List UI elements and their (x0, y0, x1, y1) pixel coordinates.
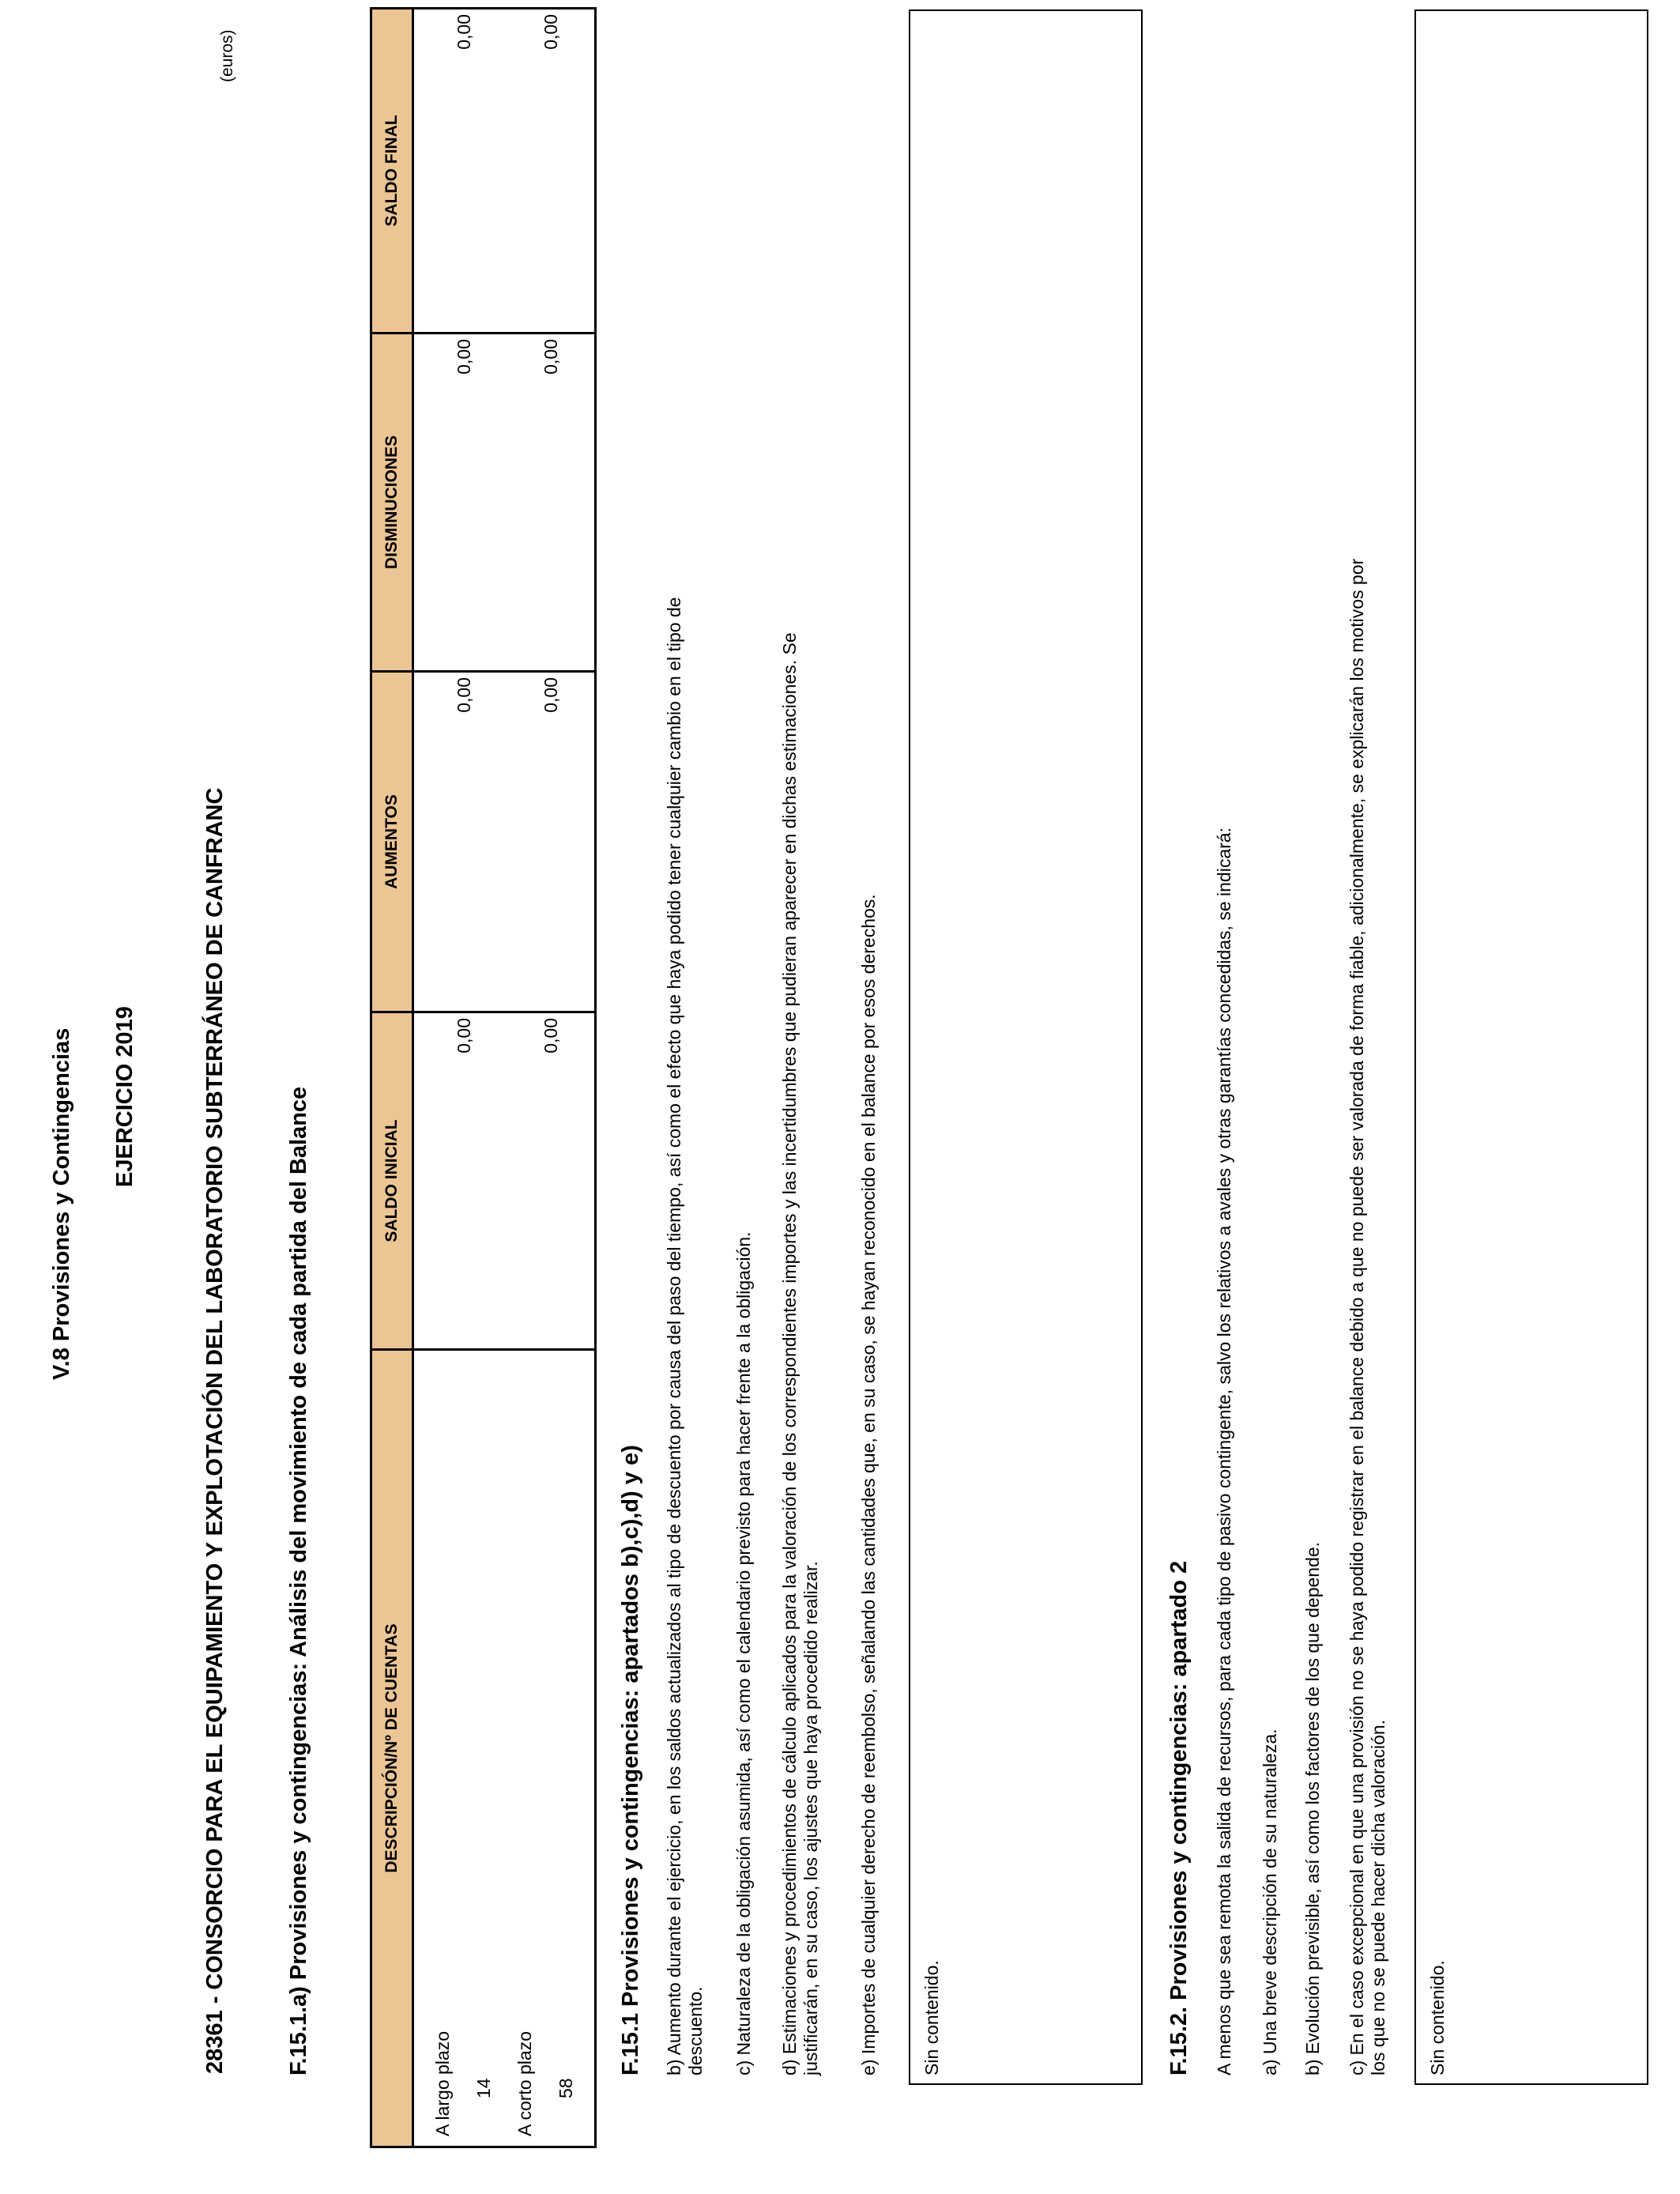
table-data-row (413, 9, 596, 2147)
col-header-saldo-inicial: SALDO INICIAL (371, 1012, 413, 1350)
aumentos-largo-plazo: 0,00 (454, 677, 474, 713)
provisions-table (370, 7, 597, 2148)
section-b-text-d-line2: justificarán, en su caso, los ajustes que haya procedido realizar. (800, 1561, 821, 2075)
page-title: V.8 Provisiones y Contingencias (49, 1027, 74, 1380)
saldo-inicial-largo-plazo: 0,00 (454, 1018, 474, 1054)
row-label-corto-plazo: A corto plazo (514, 2031, 535, 2136)
aumentos-cell (413, 672, 596, 1012)
section-b-content-text: Sin contenido. (921, 1960, 942, 2075)
col-header-disminuciones: DISMINUCIONES (371, 334, 413, 672)
section-c-text-c-line1: c) En el caso excepcional en que una provisión no se haya podido registrar en el balance debido a que no puede ser valorada de forma fiable, adicionalmente, se explicarán los motivos por (1347, 558, 1367, 2075)
section-c-text-c-line2: los que no se puede hacer dicha valoración. (1368, 1719, 1388, 2075)
section-b-text-e: e) Importes de cualquier derecho de reembolso, señalando las cantidades que, en su caso, se hayan reconocido en el balance por esos derechos. (858, 894, 879, 2075)
section-b-text-c: c) Naturaleza de la obligación asumida, así como el calendario previsto para hacer frente a la obligación. (733, 1231, 754, 2075)
section-c-text-b: b) Evolución previsible, así como los factores de los que depende. (1302, 1541, 1323, 2075)
saldo-final-largo-plazo: 0,00 (454, 14, 474, 50)
year-label: EJERCICIO 2019 (112, 1006, 137, 1187)
table-header-row (371, 9, 413, 2147)
aumentos-corto-plazo: 0,00 (541, 677, 561, 713)
section-c-text-a: a) Una breve descripción de su naturaleza. (1260, 1728, 1280, 2075)
units-label: (euros) (218, 29, 236, 82)
section-c-content-text: Sin contenido. (1427, 1960, 1448, 2075)
entity-name: 28361 - CONSORCIO PARA EL EQUIPAMIENTO Y EXPLOTACIÓN DEL LABORATORIO SUBTERRÁNEO DE CANFRANC (202, 787, 228, 2074)
row-account-largo-plazo: 14 (473, 2078, 494, 2098)
section-b-heading: F.15.1 Provisiones y contingencias: apartados b),c),d) y e) (618, 1445, 643, 2075)
description-cell (413, 1350, 596, 2147)
section-b-text-b-line2: descuento. (685, 1986, 706, 2075)
saldo-inicial-corto-plazo: 0,00 (541, 1018, 561, 1054)
col-header-descripcion: DESCRIPCIÓN/Nº DE CUENTAS (371, 1350, 413, 2147)
disminuciones-corto-plazo: 0,00 (541, 339, 561, 375)
row-account-corto-plazo: 58 (556, 2078, 576, 2098)
section-c-content-box (1414, 9, 1648, 2085)
col-header-saldo-final: SALDO FINAL (371, 9, 413, 334)
saldo-inicial-cell (413, 1012, 596, 1350)
disminuciones-largo-plazo: 0,00 (454, 339, 474, 375)
section-b-text-b-line1: b) Aumento durante el ejercicio, en los saldos actualizados al tipo de descuento por causa del paso del tiempo, así como el efecto que haya podido tener cualquier cambio en el tipo de (664, 597, 684, 2075)
section-c-intro: A menos que sea remota la salida de recursos, para cada tipo de pasivo contingente, salvo los relativos a avales y otras garantías concedidas, se indicará: (1214, 827, 1234, 2075)
section-b-text-d-line1: d) Estimaciones y procedimientos de cálculo aplicados para la valoración de los correspondientes importes y las incertidumbres que pudieran aparecer en dichas estimaciones. Se (779, 632, 800, 2075)
saldo-final-cell (413, 9, 596, 334)
section-a-heading: F.15.1.a) Provisiones y contingencias: Análisis del movimiento de cada partida del Balance (286, 1086, 311, 2075)
saldo-final-corto-plazo: 0,00 (541, 14, 561, 50)
section-c-heading: F.15.2. Provisiones y contingencias: apartado 2 (1166, 1560, 1192, 2075)
section-b-content-box (909, 9, 1143, 2085)
row-label-largo-plazo: A largo plazo (432, 2031, 453, 2136)
disminuciones-cell (413, 334, 596, 672)
col-header-aumentos: AUMENTOS (371, 672, 413, 1012)
